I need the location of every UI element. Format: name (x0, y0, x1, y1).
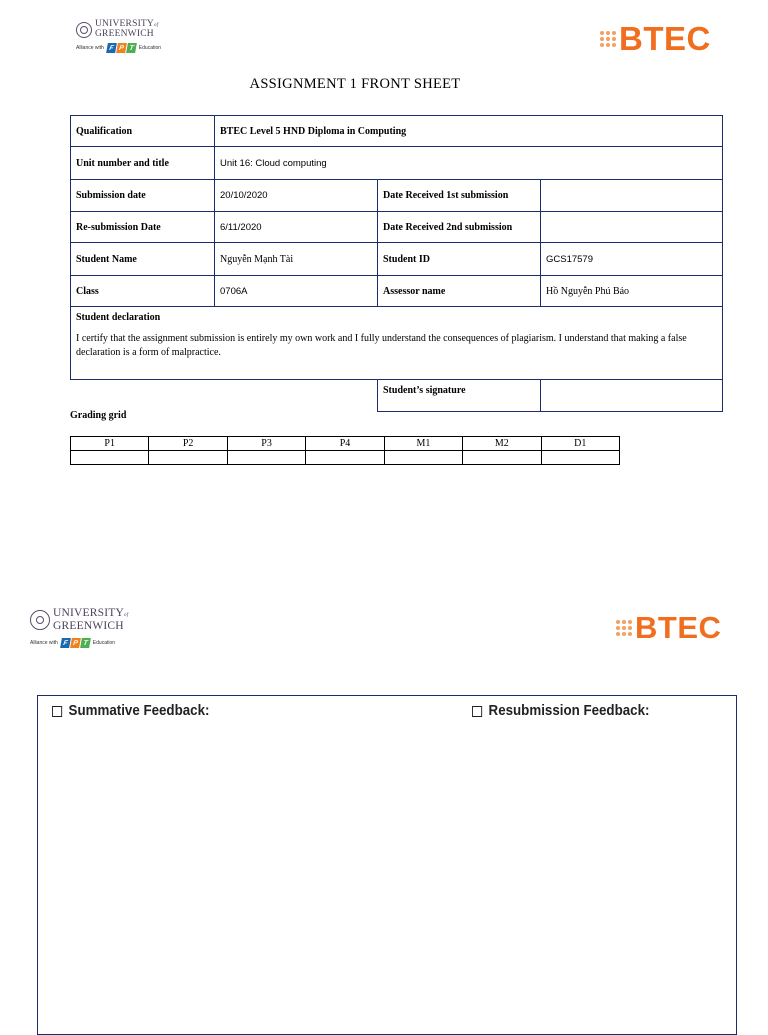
student-name-value: Nguyễn Mạnh Tài (215, 243, 378, 276)
grading-header-row (71, 437, 620, 451)
resubmission-feedback-label: Resubmission Feedback: (488, 703, 650, 719)
summative-feedback-checkbox[interactable] (52, 706, 62, 717)
btec-dots-icon (600, 31, 616, 47)
row-resubmission (71, 212, 723, 243)
resubmission-feedback-checkbox[interactable] (472, 706, 482, 717)
class-value: 0706A (215, 276, 378, 307)
row-signature (71, 380, 723, 412)
date-received-2-label: Date Received 2nd submission (378, 212, 541, 243)
row-declaration (71, 307, 723, 380)
summative-feedback-label: Summative Feedback: (68, 703, 210, 719)
grade-value-m1 (384, 451, 462, 465)
grade-header-m2: M2 (463, 437, 541, 451)
declaration-text: I certify that the assignment submission is entirely my own work and I fully understand the consequences of plagiarism. I understand that making a false declaration is a form of malpractice. (76, 333, 687, 358)
alliance-fpt: Alliance with F P T Education (76, 44, 162, 52)
feedback-box (37, 695, 737, 1035)
row-unit (71, 147, 723, 180)
signature-value (541, 380, 723, 412)
university-crest-icon (30, 610, 50, 630)
signature-label: Student’s signature (378, 380, 541, 412)
declaration-title: Student declaration (76, 312, 161, 323)
resubmission-date-label: Re-submission Date (71, 212, 215, 243)
university-logo-page2: UNIVERSITYof GREENWICH Alliance with F P T Education (30, 607, 129, 647)
student-id-value: GCS17579 (541, 243, 723, 276)
fpt-logo: F P T (107, 43, 136, 53)
grade-value-p1 (71, 451, 149, 465)
class-label: Class (71, 276, 215, 307)
summative-feedback-heading (52, 703, 209, 719)
fpt-logo: F P T (61, 638, 90, 648)
grading-value-row (71, 451, 620, 465)
resubmission-date-value: 6/11/2020 (215, 212, 378, 243)
row-submission (71, 180, 723, 212)
university-logo: UNIVERSITYof GREENWICH Alliance with F P T Education (76, 19, 162, 52)
unit-value: Unit 16: Cloud computing (215, 147, 723, 180)
grade-value-p3 (227, 451, 305, 465)
row-student (71, 243, 723, 276)
declaration-cell (71, 307, 723, 380)
grading-grid-title: Grading grid (70, 410, 127, 421)
front-sheet-table (70, 115, 723, 412)
grade-header-p4: P4 (306, 437, 384, 451)
btec-logo: BTEC (600, 20, 711, 58)
assessor-value: Hồ Nguyễn Phú Bảo (541, 276, 723, 307)
qualification-label: Qualification (71, 116, 215, 147)
grade-header-p1: P1 (71, 437, 149, 451)
date-received-1-label: Date Received 1st submission (378, 180, 541, 212)
btec-dots-icon (616, 620, 632, 636)
grade-value-d1 (541, 451, 619, 465)
grade-value-m2 (463, 451, 541, 465)
qualification-value: BTEC Level 5 HND Diploma in Computing (215, 116, 723, 147)
grading-grid (70, 436, 620, 465)
grade-value-p2 (149, 451, 227, 465)
student-name-label: Student Name (71, 243, 215, 276)
student-id-label: Student ID (378, 243, 541, 276)
date-received-2-value (541, 212, 723, 243)
date-received-1-value (541, 180, 723, 212)
unit-label: Unit number and title (71, 147, 215, 180)
assessor-label: Assessor name (378, 276, 541, 307)
page-title: ASSIGNMENT 1 FRONT SHEET (249, 76, 461, 92)
alliance-fpt: Alliance with F P T Education (30, 639, 116, 647)
grade-header-d1: D1 (541, 437, 619, 451)
resubmission-feedback-heading (472, 703, 649, 719)
university-crest-icon (76, 22, 92, 38)
row-class (71, 276, 723, 307)
submission-date-label: Submission date (71, 180, 215, 212)
grade-value-p4 (306, 451, 384, 465)
row-qualification (71, 116, 723, 147)
grade-header-m1: M1 (384, 437, 462, 451)
btec-logo-page2: BTEC (616, 610, 721, 646)
submission-date-value: 20/10/2020 (215, 180, 378, 212)
grade-header-p2: P2 (149, 437, 227, 451)
grade-header-p3: P3 (227, 437, 305, 451)
